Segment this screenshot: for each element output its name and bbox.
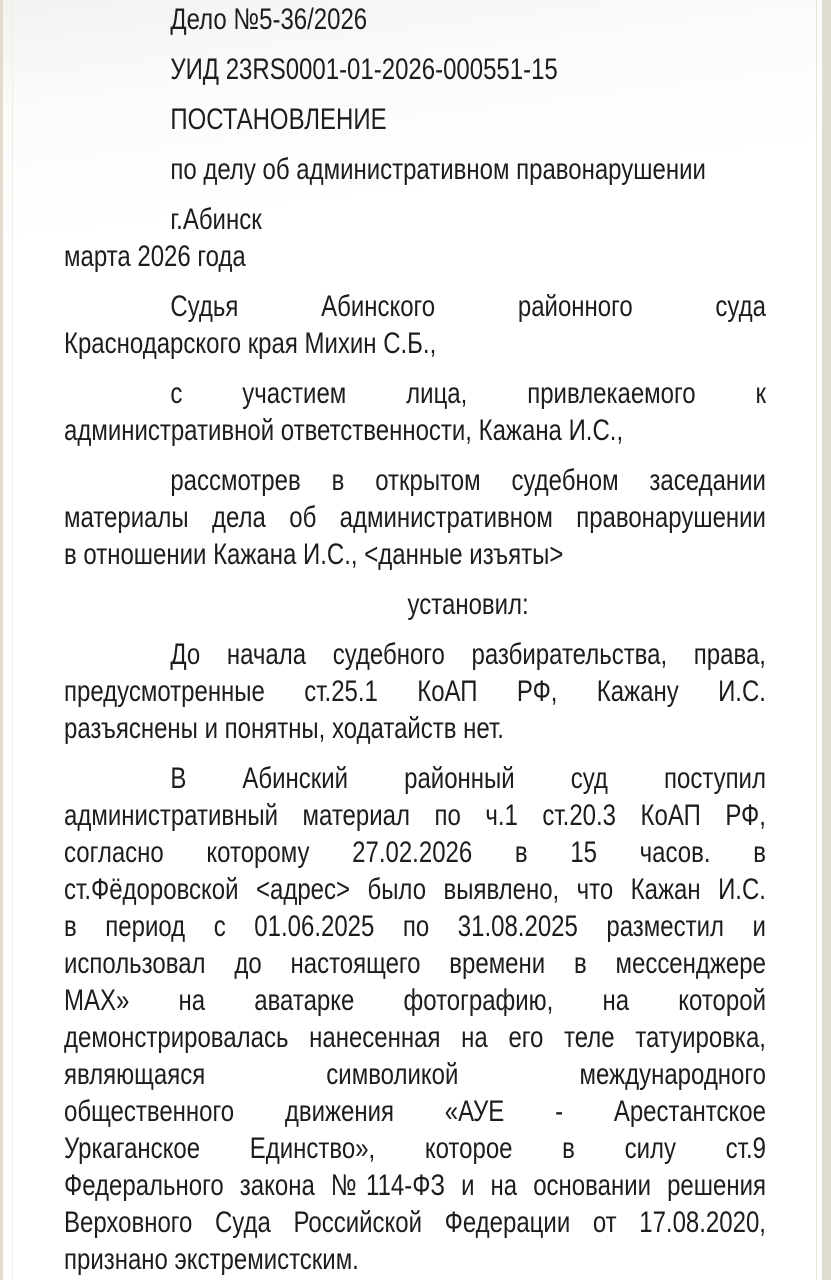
document-subtitle: по делу об административном правонарушении <box>170 153 706 186</box>
case-line-3: согласно которому 27.02.2026 в 15 часов. в <box>64 836 766 869</box>
hearing-line-2: материалы дела об административном правонарушении <box>64 501 766 534</box>
rights-line-1: До начала судебного разбирательства, права, <box>170 638 766 671</box>
case-line-10: общественного движения «АУЕ - Арестантское <box>64 1095 766 1128</box>
rights-line-3: разъяснены и понятны, ходатайств нет. <box>64 712 504 745</box>
case-line-7: МАХ» на аватарке фотографию, на которой <box>64 984 766 1017</box>
participant-line-2: административной ответственности, Кажана И.С., <box>64 414 624 447</box>
hearing-line-1: рассмотрев в открытом судебном заседании <box>170 464 766 497</box>
rights-line-2: предусмотренные ст.25.1 КоАП РФ, Кажану И.С. <box>64 675 766 708</box>
page-left-fold-line <box>12 0 13 1280</box>
case-number-paragraph <box>64 1 767 38</box>
case-line-2: административный материал по ч.1 ст.20.3 КоАП РФ, <box>64 799 766 832</box>
case-description-paragraph <box>64 760 767 1278</box>
judge-line-1: Судья Абинского районного суда <box>170 290 766 323</box>
case-line-9: являющаяся символикой международного <box>64 1058 766 1091</box>
subtitle-paragraph <box>64 151 767 188</box>
page-right-fold-line <box>816 0 817 1280</box>
case-line-13: Верховного Суда Российской Федерации от 17.08.2020, <box>64 1206 766 1239</box>
rights-paragraph <box>64 636 767 747</box>
case-line-5: в период с 01.06.2025 по 31.08.2025 разместил и <box>64 910 766 943</box>
ustanovil-heading: установил: <box>407 588 529 621</box>
case-line-11: Уркаганское Единство», которое в силу ст.9 <box>64 1132 766 1165</box>
case-line-12: Федерального закона №114-ФЗ и на основании решения <box>64 1169 766 1202</box>
case-line-14: признано экстремистским. <box>64 1243 359 1276</box>
document-title: ПОСТАНОВЛЕНИЕ <box>170 103 387 136</box>
case-line-8: демонстрировалась нанесенная на его теле татуировка, <box>64 1021 766 1054</box>
place-date-paragraph <box>64 201 767 275</box>
document-content <box>64 1 767 1278</box>
judge-line-2: Краснодарского края Михин С.Б., <box>64 327 437 360</box>
title-paragraph <box>64 101 767 138</box>
uid-line: УИД 23RS0001-01-2026-000551-15 <box>170 53 558 86</box>
hearing-line-3: в отношении Кажана И.С., <данные изъяты> <box>64 538 564 571</box>
hearing-paragraph <box>64 462 767 573</box>
uid-paragraph <box>64 51 767 88</box>
judge-paragraph <box>64 288 767 362</box>
case-line-1: В Абинский районный суд поступил <box>170 762 766 795</box>
page-right-edge <box>822 0 831 1280</box>
ustanovil-paragraph <box>64 586 767 623</box>
date-line: марта 2026 года <box>64 240 246 273</box>
participant-line-1: с участием лица, привлекаемого к <box>170 377 766 410</box>
case-line-6: использовал до настоящего времени в мессенджере <box>64 947 766 980</box>
page-left-edge <box>0 0 3 1280</box>
city-line: г.Абинск <box>170 203 262 236</box>
participant-paragraph <box>64 375 767 449</box>
case-number-line: Дело №5-36/2026 <box>170 3 368 36</box>
case-line-4: ст.Фёдоровской <адрес> было выявлено, что Кажан И.С. <box>64 873 766 906</box>
